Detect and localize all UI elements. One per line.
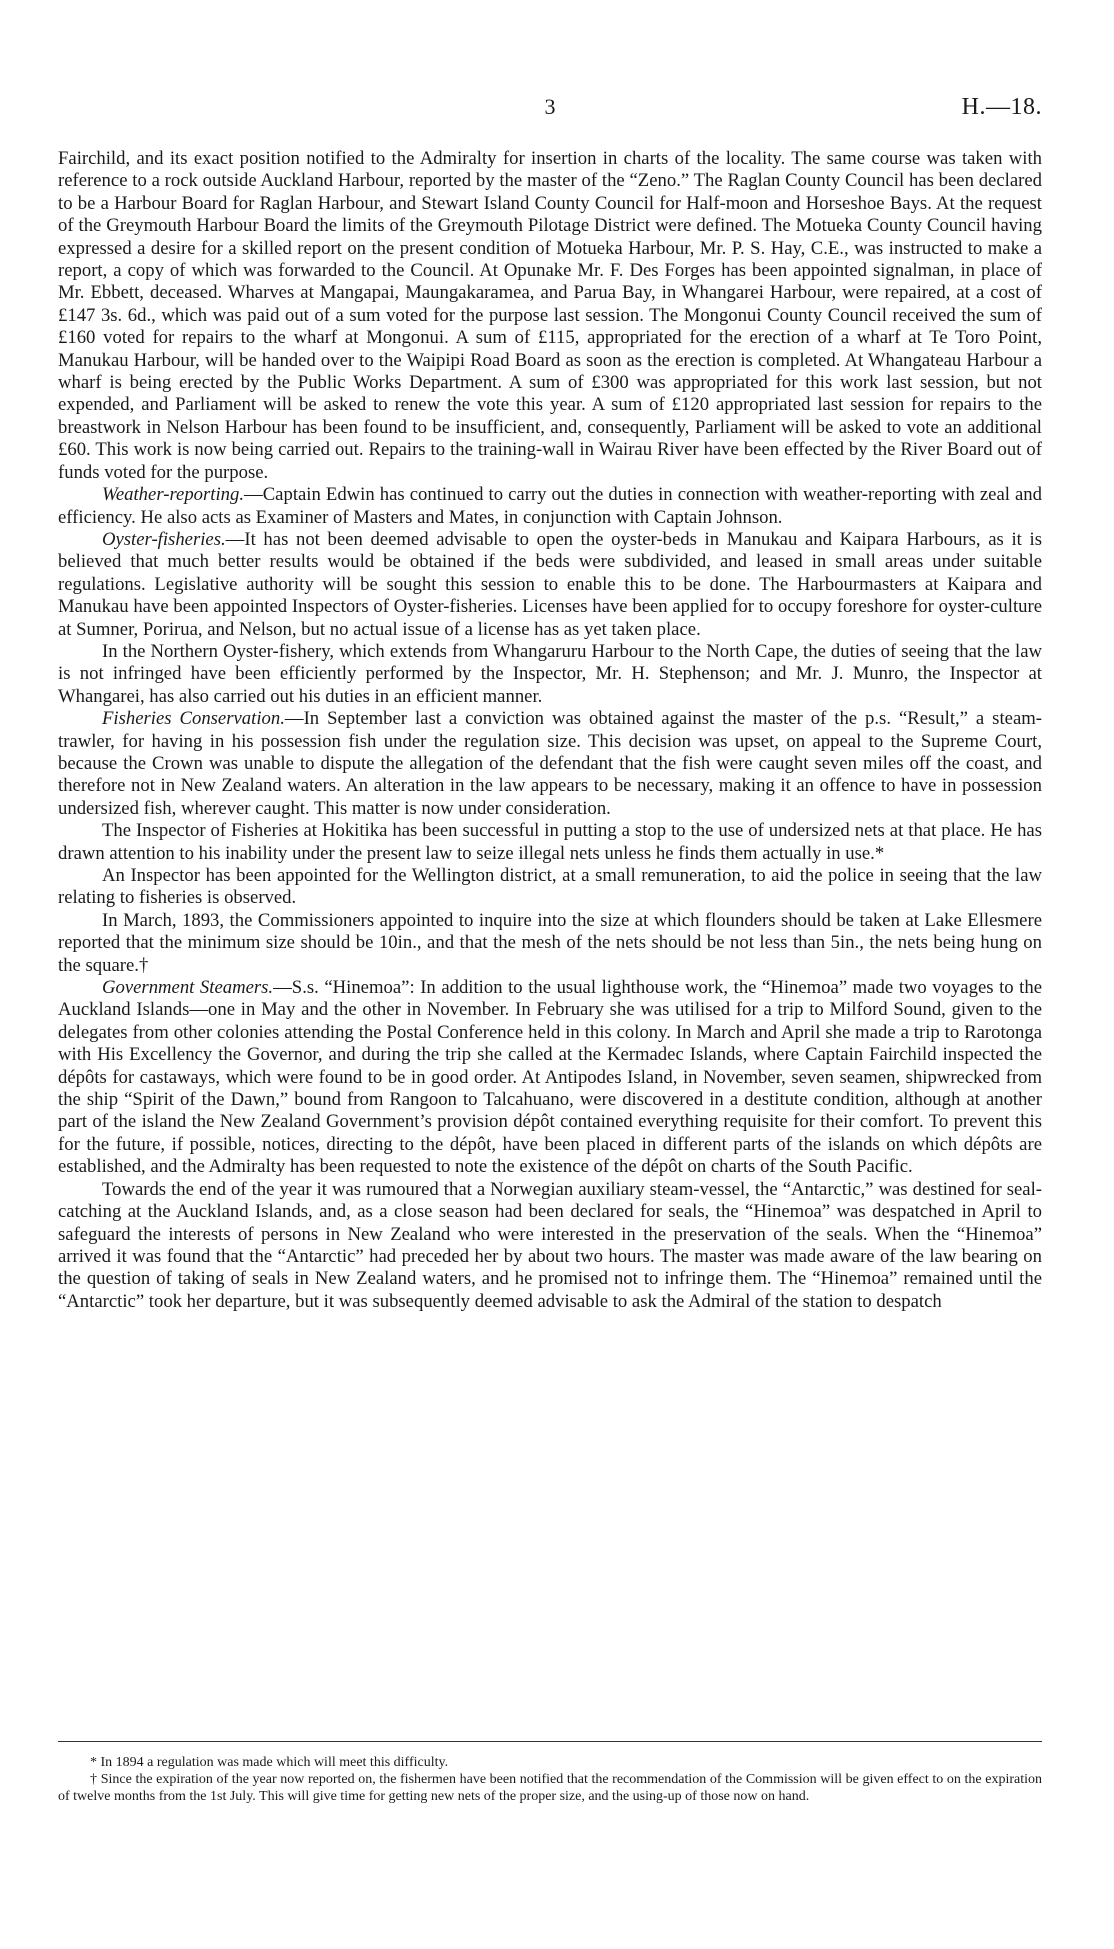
section-heading: Government Steamers.: [102, 977, 274, 999]
paragraph: [58, 820, 1042, 865]
paragraph-text: —In September last a conviction was obtained against the master of the p.s. “Result,” a steam-trawler, for having in his possession fish under the regulation size. This decision was upset, on appeal to the Supreme Court, because the Crown was unable to dispute the allegation of the defendant that the fish were caught seven miles off the coast, and therefore not in New Zealand waters. An alteration in the law appears to be necessary, making it an offence to have in possession undersized fish, wherever caught. This matter is now under consideration.: [58, 708, 1042, 819]
paragraph: [58, 910, 1042, 977]
footnotes: [58, 1754, 1042, 1805]
paragraph-text: Towards the end of the year it was rumoured that a Norwegian auxiliary steam-vessel, the “Antarctic,” was destined for seal-catching at the Auckland Islands, and, as a close season had been declared for seals, the “Hinemoa” was despatched in April to safeguard the interests of persons in New Zealand who were interested in the preservation of the seals. When the “Hinemoa” arrived it was found that the “Antarctic” had preceded her by about two hours. The master was made aware of the law bearing on the question of taking of seals in New Zealand waters, and he promised not to infringe them. The “Hinemoa” remained until the “Antarctic” took her departure, but it was subsequently deemed advisable to ask the Admiral of the station to despatch: [58, 1178, 1042, 1312]
paragraph-text: —Captain Edwin has continued to carry out the duties in connection with weather-reporting with zeal and efficiency. He also acts as Examiner of Masters and Mates, in conjunction with Captain Johnson.: [58, 484, 1042, 528]
paragraph: [58, 148, 1042, 484]
paragraph: [58, 529, 1042, 641]
footnote: * In 1894 a regulation was made which will meet this difficulty.: [90, 1755, 449, 1770]
paragraph-text: Fairchild, and its exact position notified to the Admiralty for insertion in charts of the locality. The same course was taken with reference to a rock outside Auckland Harbour, reported by the master of the “Zeno.” The Raglan County Council has been declared to be a Harbour Board for Raglan Harbour, and Stewart Island County Council for Half-moon and Horseshoe Bays. At the request of the Greymouth Harbour Board the limits of the Greymouth Pilotage District were defined. The Motueka County Council having expressed a desire for a skilled report on the present condition of Motueka Harbour, Mr. P. S. Hay, C.E., was instructed to make a report, a copy of which was forwarded to the Council. At Opunake Mr. F. Des Forges has been appointed signalman, in place of Mr. Ebbett, deceased. Wharves at Mangapai, Maungakaramea, and Parua Bay, in Whangarei Harbour, were repaired, at a cost of £147 3s. 6d., which was paid out of a sum voted for the purpose last session. The Mongonui County Council received the sum of £160 voted for repairs to the wharf at Mongonui. A sum of £115, appropriated for the erection of a wharf at Te Toro Point, Manukau Harbour, will be handed over to the Waipipi Road Board as soon as the erection is completed. At Whangateau Harbour a wharf is being erected by the Public Works Department. A sum of £300 was appropriated for this work last session, but not expended, and Parliament will be asked to renew the vote this year. A sum of £120 appropriated last session for repairs to the breastwork in Nelson Harbour has been found to be insufficient, and, consequently, Parliament will be asked to vote an additional £60. This work is now being carried out. Repairs to the training-wall in Wairau River have been effected by the River Board out of funds voted for the purpose.: [58, 148, 1042, 483]
paragraph: [58, 977, 1042, 1179]
paragraph-text: An Inspector has been appointed for the Wellington district, at a small remuneration, to aid the police in seeing that the law relating to fisheries is observed.: [58, 865, 1042, 909]
paragraph-text: —S.s. “Hinemoa”: In addition to the usual lighthouse work, the “Hinemoa” made two voyages to the Auckland Islands—one in May and the other in November. In February she was utilised for a trip to Milford Sound, given to the delegates from other colonies attending the Postal Conference held in this colony. In March and April she made a trip to Rarotonga with His Excellency the Governor, and during the trip she called at the Kermadec Islands, where Captain Fairchild inspected the dépôts for castaways, which were found to be in good order. At Antipodes Island, in November, seven seamen, shipwrecked from the ship “Spirit of the Dawn,” bound from Rangoon to Talcahuano, were discovered in a destitute condition, although at another part of the island the New Zealand Government’s provision dépôt contained everything requisite for their comfort. To prevent this for the future, if possible, notices, directing to the dépôt, have been placed in different parts of the islands on which dépôts are established, and the Admiralty has been requested to note the existence of the dépôt on charts of the South Pacific.: [58, 977, 1042, 1178]
paragraph: [58, 865, 1042, 910]
section-heading: Weather-reporting.: [102, 484, 245, 506]
document-code: H.—18.: [961, 94, 1042, 120]
page-number: 3: [544, 94, 556, 119]
footnote-divider: [58, 1741, 1042, 1742]
paragraph: [58, 708, 1042, 820]
paragraph-text: —It has not been deemed advisable to open the oyster-beds in Manukau and Kaipara Harbours, as it is believed that much better results would be obtained if the beds were subdivided, and leased in small areas under suitable regulations. Legislative authority will be sought this session to enable this to be done. The Harbourmasters at Kaipara and Manukau have been appointed Inspectors of Oyster-fisheries. Licenses have been applied for to occupy foreshore for oyster-culture at Sumner, Porirua, and Nelson, but no actual issue of a license has as yet taken place.: [58, 528, 1042, 640]
paragraph: [58, 484, 1042, 529]
section-heading: Oyster-fisheries.: [102, 528, 226, 550]
footnote: † Since the expiration of the year now reported on, the fishermen have been notified that the recommendation of the Commission will be given effect to on the expiration of twelve months from the 1st July. This will give time for getting new nets of the proper size, and the using-up of those now on hand.: [58, 1772, 1042, 1804]
paragraph: [58, 641, 1042, 708]
section-heading: Fisheries Conservation.: [102, 708, 285, 730]
paragraph-text: In March, 1893, the Commissioners appointed to inquire into the size at which flounders should be taken at Lake Ellesmere reported that the minimum size should be 10in., and that the mesh of the nets should be not less than 5in., the nets being hung on the square.†: [58, 909, 1042, 976]
body-text: [58, 148, 1042, 1313]
page-header: [58, 94, 1042, 126]
paragraph-text: In the Northern Oyster-fishery, which extends from Whangaruru Harbour to the North Cape, the duties of seeing that the law is not infringed have been efficiently performed by the Inspector, Mr. H. Stephenson; and Mr. J. Munro, the Inspector at Whangarei, has also carried out his duties in an efficient manner.: [58, 640, 1042, 707]
paragraph: [58, 1179, 1042, 1313]
paragraph-text: The Inspector of Fisheries at Hokitika has been successful in putting a stop to the use of undersized nets at that place. He has drawn attention to his inability under the present law to seize illegal nets unless he finds them actually in use.*: [58, 820, 1042, 864]
